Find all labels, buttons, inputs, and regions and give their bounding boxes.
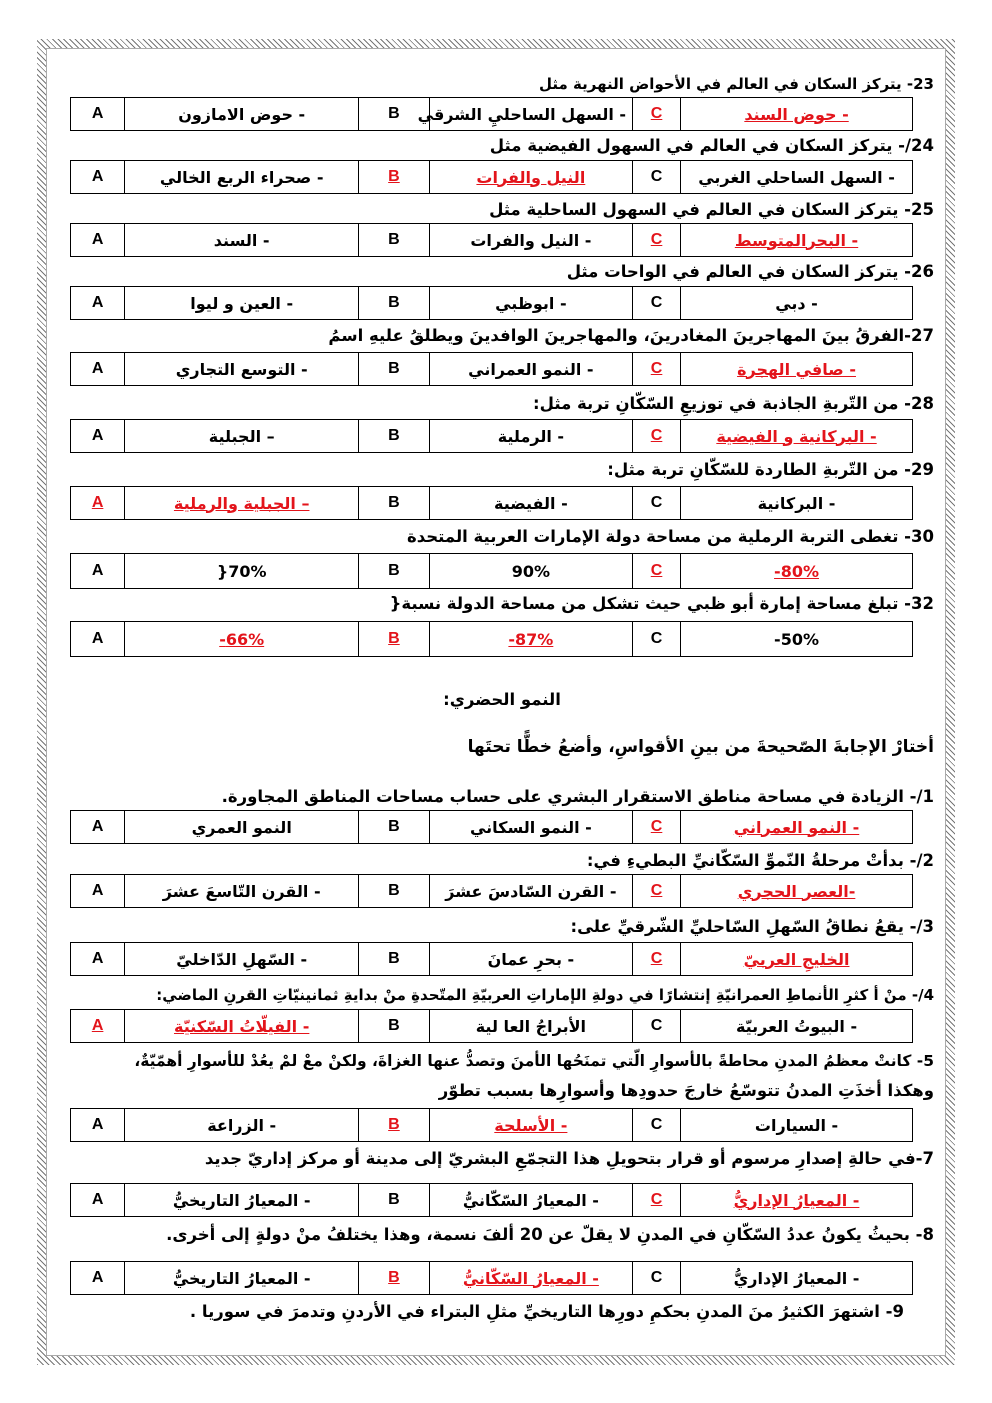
section-title: النمو الحضري: <box>443 690 561 709</box>
question-u3: 3/- يقعُ نطاقُ السّهلِ السّاحليِّ الشّرقيِّ على: <box>570 917 934 936</box>
option-a-letter[interactable]: A <box>71 161 125 194</box>
question-u9: 9- اشتهرَ الكثيرُ منَ المدنِ بحكمِ دورِها التاريخيِّ مثلِ البتراء في الأردنِ وتدمرَ في سوريا . <box>189 1302 904 1321</box>
option-a-letter[interactable]: A <box>71 287 125 320</box>
section-instruction: أختارْ الإجابةَ الصّحيحةَ من بينِ الأقواسِ، وأضعُ خطًّا تحتَها <box>467 737 934 757</box>
options-row-u5 <box>70 1108 913 1142</box>
option-a-text[interactable]: - الفيلّاتُ السّكنيّة <box>125 1010 359 1043</box>
option-c-text[interactable]: - دبي <box>681 287 913 320</box>
option-a-text[interactable]: 70%{ <box>125 554 359 589</box>
option-c-letter[interactable]: C <box>633 1184 681 1217</box>
option-c-letter[interactable]: C <box>633 875 681 908</box>
option-a-letter[interactable]: A <box>71 875 125 908</box>
option-b-text[interactable]: - المعيارُ السّكّانيُّ <box>429 1184 632 1217</box>
option-c-letter[interactable]: C <box>633 554 681 589</box>
option-b-letter[interactable]: B <box>359 420 430 453</box>
options-row-u4 <box>70 1009 913 1043</box>
option-c-text[interactable]: - صافي الهجرة <box>681 353 913 386</box>
option-b-letter[interactable]: B <box>359 1184 430 1217</box>
options-row-u2 <box>70 874 913 908</box>
option-c-letter[interactable]: C <box>633 622 681 657</box>
option-c-text[interactable]: - حوض السند <box>681 98 913 131</box>
option-c-letter[interactable]: C <box>633 224 681 257</box>
option-b-text[interactable]: - بحرِ عمانَ <box>429 943 632 976</box>
option-c-letter[interactable]: C <box>633 353 681 386</box>
option-c-letter[interactable]: C <box>633 161 681 194</box>
option-b-letter[interactable]: B <box>359 98 430 131</box>
option-b-letter[interactable]: B <box>359 224 430 257</box>
question-u5: 5- كانتْ معظمُ المدنِ محاطةً بالأسوارِ الّتي تمنَحُها الأمنَ وتصدُّ عنها الغزاةَ، ولكنْ معْ لمْ يعُدْ للأسوارِ أهمّيّةٌ، <box>134 1052 934 1070</box>
option-a-letter[interactable]: A <box>71 1010 125 1043</box>
option-a-text[interactable]: - التوسع التجاري <box>125 353 359 386</box>
option-b-letter[interactable]: B <box>359 353 430 386</box>
option-c-text[interactable]: - النمو العمراني <box>681 811 913 844</box>
option-c-text[interactable]: الخليجِ العربيّ <box>681 943 913 976</box>
options-row-27 <box>70 352 913 386</box>
options-row-26 <box>70 286 913 320</box>
option-a-text[interactable]: النمو العمري <box>125 811 359 844</box>
option-a-text[interactable]: – الجبلية <box>125 420 359 453</box>
question-u7: 7-في حالةِ إصدارِ مرسوم أو قرار بتحويلِ هذا التجمّعِ البشريّ إلى مدينة أو مركز إداريّ جديد <box>204 1149 934 1168</box>
option-a-letter[interactable]: A <box>71 622 125 657</box>
option-a-text[interactable]: - السّهلِ الدّاخليّ <box>125 943 359 976</box>
options-row-28 <box>70 419 913 453</box>
option-a-letter[interactable]: A <box>71 353 125 386</box>
option-b-text[interactable]: - السهل الساحليِ الشرقي <box>429 98 632 131</box>
question-23: 23- يتركز السكان في العالم في الأحواض النهرية مثل <box>539 75 934 93</box>
option-b-letter[interactable]: B <box>359 161 430 194</box>
option-a-letter[interactable]: A <box>71 1262 125 1295</box>
question-29: 29- من التّربةِ الطاردة للسّكّانِ تربة مثل: <box>607 460 934 479</box>
option-b-text[interactable]: 87%- <box>429 622 632 657</box>
option-b-letter[interactable]: B <box>359 1010 430 1043</box>
option-a-text[interactable]: - العين و ليوا <box>125 287 359 320</box>
option-b-text[interactable]: 90% <box>429 554 632 589</box>
option-c-letter[interactable]: C <box>633 420 681 453</box>
option-b-text[interactable]: - النمو السكاني <box>429 811 632 844</box>
option-c-letter[interactable]: C <box>633 287 681 320</box>
option-a-text[interactable]: - المعيارُ التاريخيُّ <box>125 1184 359 1217</box>
option-c-letter[interactable]: C <box>633 1010 681 1043</box>
option-c-letter[interactable]: C <box>633 98 681 131</box>
option-c-letter[interactable]: C <box>633 811 681 844</box>
option-c-text[interactable]: - البركانية و الفيضية <box>681 420 913 453</box>
option-b-letter[interactable]: B <box>359 1109 430 1142</box>
option-b-letter[interactable]: B <box>359 1262 430 1295</box>
option-a-letter[interactable]: A <box>71 224 125 257</box>
option-b-text[interactable]: - المعيارُ السّكّانيُّ <box>429 1262 632 1295</box>
options-row-u8 <box>70 1261 913 1295</box>
question-28: 28- من التّربةِ الجاذبة في توزيعِ السّكّانِ تربة مثل: <box>533 394 934 413</box>
question-u1: 1/- الزيادة في مساحة مناطق الاستقرار البشري على حساب مساحات المناطق المجاورة. <box>221 787 934 806</box>
options-row-30 <box>70 553 913 589</box>
options-row-24 <box>70 160 913 194</box>
option-b-letter[interactable]: B <box>359 811 430 844</box>
question-24: 24/- يتركز السكان في العالم في السهول الفيضية مثل <box>489 136 934 155</box>
option-b-text[interactable]: - النيل والفرات <box>429 224 632 257</box>
option-c-text[interactable]: 50%- <box>681 622 913 657</box>
option-b-letter[interactable]: B <box>359 487 430 520</box>
option-a-letter[interactable]: A <box>71 811 125 844</box>
option-a-text[interactable]: - حوض الامازون <box>125 98 359 131</box>
option-c-text[interactable]: - البركانية <box>681 487 913 520</box>
option-c-letter[interactable]: C <box>633 487 681 520</box>
options-row-25 <box>70 223 913 257</box>
options-row-32 <box>70 621 913 657</box>
option-a-letter[interactable]: A <box>71 1184 125 1217</box>
option-a-text[interactable]: – الجبلية والرملية <box>125 487 359 520</box>
question-u4: 4/- منْ أ كثرِ الأنماطِ العمرانيّةِ إنتشارًا في دولةِ الإماراتِ العربيّةِ المتّحدةِ منْ بدايةِ ثمانينيّاتِ القرنِ الماضي: <box>156 986 934 1004</box>
option-a-text[interactable]: - الزراعة <box>125 1109 359 1142</box>
option-a-text[interactable]: - السند <box>125 224 359 257</box>
options-row-u3 <box>70 942 913 976</box>
option-a-letter[interactable]: A <box>71 943 125 976</box>
option-b-text[interactable]: - القرن السّادسَ عشرَ <box>429 875 632 908</box>
option-c-text[interactable]: - البحرالمتوسط <box>681 224 913 257</box>
option-b-text[interactable]: - الأسلحة <box>429 1109 632 1142</box>
option-b-text[interactable]: الأبراجُ العا لية <box>429 1010 632 1043</box>
option-b-letter[interactable]: B <box>359 287 430 320</box>
question-27: 27-الفرقُ بينَ المهاجرينَ المغادرينَ، والمهاجرينَ الوافدينَ ويطلقُ عليهِ اسمُ <box>328 326 934 345</box>
option-c-text[interactable]: - البيوتُ العربيّة <box>681 1010 913 1043</box>
option-a-text[interactable]: 66%- <box>125 622 359 657</box>
option-a-text[interactable]: - القرن التّاسعَ عشرَ <box>125 875 359 908</box>
option-c-text[interactable]: - السيارات <box>681 1109 913 1142</box>
options-row-29 <box>70 486 913 520</box>
options-row-u7 <box>70 1183 913 1217</box>
option-a-letter[interactable]: A <box>71 98 125 131</box>
option-a-text[interactable]: - صحراء الربع الخالي <box>125 161 359 194</box>
option-b-text[interactable]: - الرملية <box>429 420 632 453</box>
question-u8: 8- بحيثُ يكونُ عددُ السّكّانِ في المدنِ لا يقلّ عن 20 ألفَ نسمة، وهذا يختلفُ منْ دولةٍ إلى أخرى. <box>166 1225 934 1244</box>
option-a-letter[interactable]: A <box>71 487 125 520</box>
question-26: 26- يتركز السكان في العالم في الواحات مثل <box>566 262 934 281</box>
option-a-letter[interactable]: A <box>71 554 125 589</box>
option-a-letter[interactable]: A <box>71 420 125 453</box>
option-c-text[interactable]: -العصر الحجري <box>681 875 913 908</box>
option-a-letter[interactable]: A <box>71 1109 125 1142</box>
question-30: 30- تغطى التربة الرملية من مساحة دولة الإمارات العربية المتحدة <box>406 527 934 546</box>
option-b-letter[interactable]: B <box>359 554 430 589</box>
options-row-u1 <box>70 810 913 844</box>
option-c-text[interactable]: - المعيارُ الإداريُّ <box>681 1184 913 1217</box>
option-b-text[interactable]: - ابوظبي <box>429 287 632 320</box>
option-c-text[interactable]: 80%- <box>681 554 913 589</box>
question-25: 25- يتركز السكان في العالم في السهول الساحلية مثل <box>489 200 934 219</box>
question-u2: 2/- بدأتْ مرحلةُ النّموِّ السّكّانيِّ البطيءِ في: <box>586 851 934 870</box>
option-c-letter[interactable]: C <box>633 1262 681 1295</box>
option-b-text[interactable]: - النمو العمراني <box>429 353 632 386</box>
option-b-text[interactable]: - الفيضية <box>429 487 632 520</box>
question-32: 32- تبلغ مساحة إمارة أبو ظبي حيث تشكل من مساحة الدولة نسبة{ <box>389 594 934 613</box>
option-c-letter[interactable]: C <box>633 943 681 976</box>
option-a-text[interactable]: - المعيارُ التاريخيُّ <box>125 1262 359 1295</box>
option-b-letter[interactable]: B <box>359 943 430 976</box>
question-u5-line2: وهكذا أخذَتِ المدنُ تتوسّعُ خارجَ حدودِها وأسوارِها بسبب تطوّر <box>438 1081 934 1100</box>
option-c-text[interactable]: - السهل الساحلي الغربي <box>681 161 913 194</box>
options-row-23 <box>70 97 913 131</box>
option-b-text[interactable]: النيل والفرات <box>429 161 632 194</box>
option-b-letter[interactable]: B <box>359 622 430 657</box>
option-c-letter[interactable]: C <box>633 1109 681 1142</box>
option-c-text[interactable]: - المعيارُ الإداريُّ <box>681 1262 913 1295</box>
option-b-letter[interactable]: B <box>359 875 430 908</box>
